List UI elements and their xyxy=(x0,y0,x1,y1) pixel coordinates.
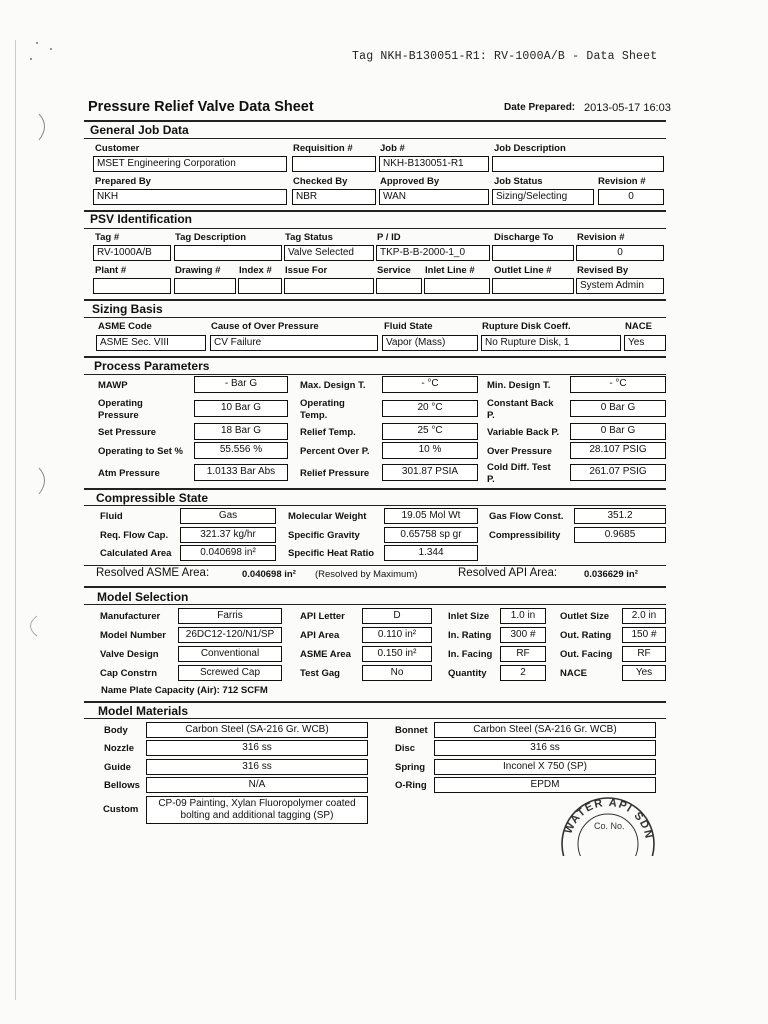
section-rule xyxy=(84,228,666,229)
scan-speck xyxy=(30,58,32,60)
op-to-set-field[interactable]: 55.556 % xyxy=(194,442,288,459)
manufacturer-field[interactable]: Farris xyxy=(178,608,282,624)
resolved-api-label: Resolved API Area: xyxy=(458,567,558,579)
custom-field[interactable] xyxy=(146,796,368,824)
prepared-by-label: Prepared By xyxy=(95,176,151,187)
sizing-nace-field[interactable]: Yes xyxy=(624,335,666,351)
nameplate-capacity: Name Plate Capacity (Air): 712 SCFM xyxy=(101,685,268,696)
req-flow-field[interactable]: 321.37 kg/hr xyxy=(180,527,276,543)
max-design-field[interactable]: - °C xyxy=(382,376,478,393)
fluid-state-field[interactable]: Vapor (Mass) xyxy=(382,335,478,351)
out-rating-label: Out. Rating xyxy=(560,630,612,641)
mawp-field[interactable]: - Bar G xyxy=(194,376,288,393)
discharge-field[interactable] xyxy=(492,245,574,261)
op-to-set-label: Operating to Set % xyxy=(98,446,183,457)
cap-constrn-label: Cap Constrn xyxy=(100,668,157,679)
scan-punch-mark xyxy=(36,466,52,496)
bellows-field[interactable]: N/A xyxy=(146,777,368,793)
disc-label: Disc xyxy=(395,743,416,754)
set-pressure-field[interactable]: 18 Bar G xyxy=(194,423,288,440)
const-back-label-line1: Constant Back xyxy=(487,398,554,409)
nozzle-label: Nozzle xyxy=(104,743,135,754)
section-rule xyxy=(84,138,666,139)
section-rule xyxy=(84,586,666,588)
outlet-line-field[interactable] xyxy=(492,278,574,294)
atm-pressure-field[interactable]: 1.0133 Bar Abs xyxy=(194,464,288,481)
out-facing-field[interactable]: RF xyxy=(622,646,666,662)
molecular-weight-label: Molecular Weight xyxy=(288,511,367,522)
customer-field[interactable]: MSET Engineering Corporation xyxy=(93,156,287,172)
section-materials: Model Materials xyxy=(98,704,189,718)
resolved-asme-note: (Resolved by Maximum) xyxy=(315,569,418,580)
scan-margin-line xyxy=(15,40,16,1000)
percent-over-label: Percent Over P. xyxy=(300,446,370,457)
atm-pressure-label: Atm Pressure xyxy=(98,468,160,479)
variable-back-field[interactable]: 0 Bar G xyxy=(570,423,666,440)
issue-for-label: Issue For xyxy=(285,265,328,276)
op-pressure-field[interactable]: 10 Bar G xyxy=(194,400,288,417)
rupture-disk-label: Rupture Disk Coeff. xyxy=(482,321,571,332)
outlet-size-label: Outlet Size xyxy=(560,611,610,622)
section-rule xyxy=(84,299,666,301)
gas-flow-const-field[interactable]: 351.2 xyxy=(574,508,666,524)
api-letter-label: API Letter xyxy=(300,611,345,622)
cold-diff-label-line2: P. xyxy=(487,474,495,485)
req-flow-label: Req. Flow Cap. xyxy=(100,530,169,541)
heat-ratio-label: Specific Heat Ratio xyxy=(288,548,375,559)
molecular-weight-field[interactable]: 19.05 Mol Wt xyxy=(384,508,478,524)
service-label: Service xyxy=(377,265,411,276)
model-nace-label: NACE xyxy=(560,668,587,679)
revised-by-field[interactable]: System Admin xyxy=(576,278,664,294)
op-temp-label-line2: Temp. xyxy=(300,410,328,421)
asme-area-label: ASME Area xyxy=(300,649,351,660)
approved-by-label: Approved By xyxy=(380,176,440,187)
section-general: General Job Data xyxy=(90,123,189,137)
min-design-field[interactable]: - °C xyxy=(570,376,666,393)
section-model: Model Selection xyxy=(97,590,189,604)
tag-field[interactable]: RV-1000A/B xyxy=(93,245,171,261)
api-area-label: API Area xyxy=(300,630,340,641)
cold-diff-field[interactable]: 261.07 PSIG xyxy=(570,464,666,481)
spring-label: Spring xyxy=(395,762,426,773)
custom-label: Custom xyxy=(103,804,139,815)
calculated-area-label: Calculated Area xyxy=(100,548,172,559)
section-rule xyxy=(84,718,666,719)
outlet-line-label: Outlet Line # xyxy=(494,265,552,276)
asme-area-field[interactable]: 0.150 in² xyxy=(362,646,432,662)
model-number-field[interactable]: 26DC12-120/N1/SP xyxy=(178,627,282,643)
asme-code-field[interactable]: ASME Sec. VIII xyxy=(96,335,206,351)
max-design-label: Max. Design T. xyxy=(300,380,366,391)
company-stamp xyxy=(556,796,656,856)
tag-description-label: Tag Description xyxy=(175,232,247,243)
pid-label: P / ID xyxy=(377,232,401,243)
date-value: 2013-05-17 16:03 xyxy=(584,102,671,114)
cause-label: Cause of Over Pressure xyxy=(211,321,319,332)
specific-gravity-field[interactable]: 0.65758 sp gr xyxy=(384,527,478,543)
section-sizing: Sizing Basis xyxy=(92,302,163,316)
requisition-field[interactable] xyxy=(292,156,376,172)
customer-label: Customer xyxy=(95,143,140,154)
relief-temp-label: Relief Temp. xyxy=(300,427,356,438)
body-field[interactable]: Carbon Steel (SA-216 Gr. WCB) xyxy=(146,722,368,738)
approved-by-field[interactable]: WAN xyxy=(379,189,489,205)
relief-pressure-field[interactable]: 301.87 PSIA xyxy=(382,464,478,481)
job-description-field[interactable] xyxy=(492,156,664,172)
issue-for-field[interactable] xyxy=(284,278,374,294)
resolved-api-value: 0.036629 in² xyxy=(584,569,638,580)
valve-design-label: Valve Design xyxy=(100,649,159,660)
gas-flow-const-label: Gas Flow Const. xyxy=(489,511,564,522)
api-area-field[interactable]: 0.110 in² xyxy=(362,627,432,643)
svg-text:WATER API SDN xyxy=(563,797,655,841)
in-rating-label: In. Rating xyxy=(448,630,492,641)
section-rule xyxy=(84,317,666,318)
cause-field[interactable]: CV Failure xyxy=(210,335,378,351)
revision-field[interactable]: 0 xyxy=(598,189,664,205)
compressibility-label: Compressibility xyxy=(489,530,561,541)
job-field[interactable]: NKH-B130051-R1 xyxy=(379,156,489,172)
o-ring-label: O-Ring xyxy=(395,780,427,791)
pid-field[interactable]: TKP-B-B-2000-1_0 xyxy=(376,245,490,261)
drawing-field[interactable] xyxy=(174,278,236,294)
o-ring-field[interactable]: EPDM xyxy=(434,777,656,793)
inlet-line-label: Inlet Line # xyxy=(425,265,475,276)
job-status-field[interactable]: Sizing/Selecting xyxy=(492,189,594,205)
model-number-label: Model Number xyxy=(100,630,166,641)
section-rule xyxy=(84,505,666,506)
model-nace-field[interactable]: Yes xyxy=(622,665,666,681)
test-gag-label: Test Gag xyxy=(300,668,340,679)
guide-field[interactable]: 316 ss xyxy=(146,759,368,775)
outlet-size-field[interactable]: 2.0 in xyxy=(622,608,666,624)
tag-status-field[interactable]: Valve Selected xyxy=(284,245,374,261)
section-rule xyxy=(84,565,666,566)
tag-label: Tag # xyxy=(95,232,120,243)
relief-pressure-label: Relief Pressure xyxy=(300,468,370,479)
drawing-label: Drawing # xyxy=(175,265,221,276)
rupture-disk-field[interactable]: No Rupture Disk, 1 xyxy=(481,335,621,351)
valve-design-field[interactable]: Conventional xyxy=(178,646,282,662)
cap-constrn-field[interactable]: Screwed Cap xyxy=(178,665,282,681)
section-rule xyxy=(84,374,666,375)
resolved-asme-label: Resolved ASME Area: xyxy=(96,567,210,579)
section-rule xyxy=(84,701,666,703)
op-pressure-label-line2: Pressure xyxy=(98,410,139,421)
set-pressure-label: Set Pressure xyxy=(98,427,157,438)
const-back-field[interactable]: 0 Bar G xyxy=(570,400,666,417)
section-rule xyxy=(84,120,666,122)
revision-label: Revision # xyxy=(598,176,646,187)
section-rule xyxy=(84,356,666,358)
section-psv: PSV Identification xyxy=(90,212,193,226)
body-label: Body xyxy=(104,725,128,736)
fluid-field[interactable]: Gas xyxy=(180,508,276,524)
stamp-center-text: Co. No. xyxy=(594,821,625,831)
job-description-label: Job Description xyxy=(494,143,566,154)
service-field[interactable] xyxy=(376,278,422,294)
guide-label: Guide xyxy=(104,762,131,773)
percent-over-field[interactable]: 10 % xyxy=(382,442,478,459)
calculated-area-field[interactable]: 0.040698 in² xyxy=(180,545,276,561)
asme-code-label: ASME Code xyxy=(98,321,152,332)
mawp-label: MAWP xyxy=(98,380,128,391)
in-facing-label: In. Facing xyxy=(448,649,493,660)
quantity-field[interactable]: 2 xyxy=(500,665,546,681)
tag-description-field[interactable] xyxy=(174,245,282,261)
inlet-size-field[interactable]: 1.0 in xyxy=(500,608,546,624)
index-field[interactable] xyxy=(238,278,282,294)
scan-speck xyxy=(36,42,38,44)
date-label: Date Prepared: xyxy=(504,102,576,113)
psv-revision-label: Revision # xyxy=(577,232,625,243)
checked-by-label: Checked By xyxy=(293,176,348,187)
inlet-size-label: Inlet Size xyxy=(448,611,490,622)
revised-by-label: Revised By xyxy=(577,265,629,276)
cold-diff-label-line1: Cold Diff. Test xyxy=(487,462,551,473)
manufacturer-label: Manufacturer xyxy=(100,611,161,622)
sizing-nace-label: NACE xyxy=(625,321,652,332)
index-label: Index # xyxy=(239,265,272,276)
op-temp-field[interactable]: 20 °C xyxy=(382,400,478,417)
api-letter-field[interactable]: D xyxy=(362,608,432,624)
in-facing-field[interactable]: RF xyxy=(500,646,546,662)
in-rating-field[interactable]: 300 # xyxy=(500,627,546,643)
min-design-label: Min. Design T. xyxy=(487,380,551,391)
section-rule xyxy=(84,604,666,605)
bonnet-label: Bonnet xyxy=(395,725,428,736)
stamp-ring-text: WATER API SDN xyxy=(562,796,655,841)
plant-label: Plant # xyxy=(95,265,127,276)
compressibility-field[interactable]: 0.9685 xyxy=(574,527,666,543)
section-rule xyxy=(84,488,666,490)
plant-field[interactable] xyxy=(93,278,171,294)
scan-punch-mark xyxy=(36,112,52,142)
checked-by-field[interactable]: NBR xyxy=(292,189,376,205)
requisition-label: Requisition # xyxy=(293,143,353,154)
prepared-by-field[interactable]: NKH xyxy=(93,189,287,205)
spring-field[interactable]: Inconel X 750 (SP) xyxy=(434,759,656,775)
page-title: Pressure Relief Valve Data Sheet xyxy=(88,99,314,115)
scan-speck xyxy=(50,48,52,50)
over-pressure-field[interactable]: 28.107 PSIG xyxy=(570,442,666,459)
bonnet-field[interactable]: Carbon Steel (SA-216 Gr. WCB) xyxy=(434,722,656,738)
section-compressible: Compressible State xyxy=(96,491,209,505)
inlet-line-field[interactable] xyxy=(424,278,490,294)
out-rating-field[interactable]: 150 # xyxy=(622,627,666,643)
discharge-label: Discharge To xyxy=(494,232,554,243)
disc-field[interactable]: 316 ss xyxy=(434,740,656,756)
job-status-label: Job Status xyxy=(494,176,543,187)
section-process: Process Parameters xyxy=(94,359,210,373)
resolved-asme-value: 0.040698 in² xyxy=(242,569,296,580)
over-pressure-label: Over Pressure xyxy=(487,446,552,457)
document-tag-line: Tag NKH-B130051-R1: RV-1000A/B - Data Sheet xyxy=(352,50,658,63)
op-pressure-label-line1: Operating xyxy=(98,398,143,409)
quantity-label: Quantity xyxy=(448,668,487,679)
const-back-label-line2: P. xyxy=(487,410,495,421)
bellows-label: Bellows xyxy=(104,780,140,791)
test-gag-field[interactable]: No xyxy=(362,665,432,681)
variable-back-label: Variable Back P. xyxy=(487,427,560,438)
job-label: Job # xyxy=(380,143,405,154)
heat-ratio-field[interactable]: 1.344 xyxy=(384,545,478,561)
nozzle-field[interactable]: 316 ss xyxy=(146,740,368,756)
custom-line-1: CP-09 Painting, Xylan Fluoropolymer coated xyxy=(158,798,356,809)
tag-status-label: Tag Status xyxy=(285,232,333,243)
op-temp-label-line1: Operating xyxy=(300,398,345,409)
fluid-label: Fluid xyxy=(100,511,123,522)
relief-temp-field[interactable]: 25 °C xyxy=(382,423,478,440)
scan-punch-mark xyxy=(22,614,42,638)
specific-gravity-label: Specific Gravity xyxy=(288,530,360,541)
custom-line-2: bolting and additional tagging (SP) xyxy=(180,810,334,821)
out-facing-label: Out. Facing xyxy=(560,649,613,660)
fluid-state-label: Fluid State xyxy=(384,321,433,332)
psv-revision-field[interactable]: 0 xyxy=(576,245,664,261)
